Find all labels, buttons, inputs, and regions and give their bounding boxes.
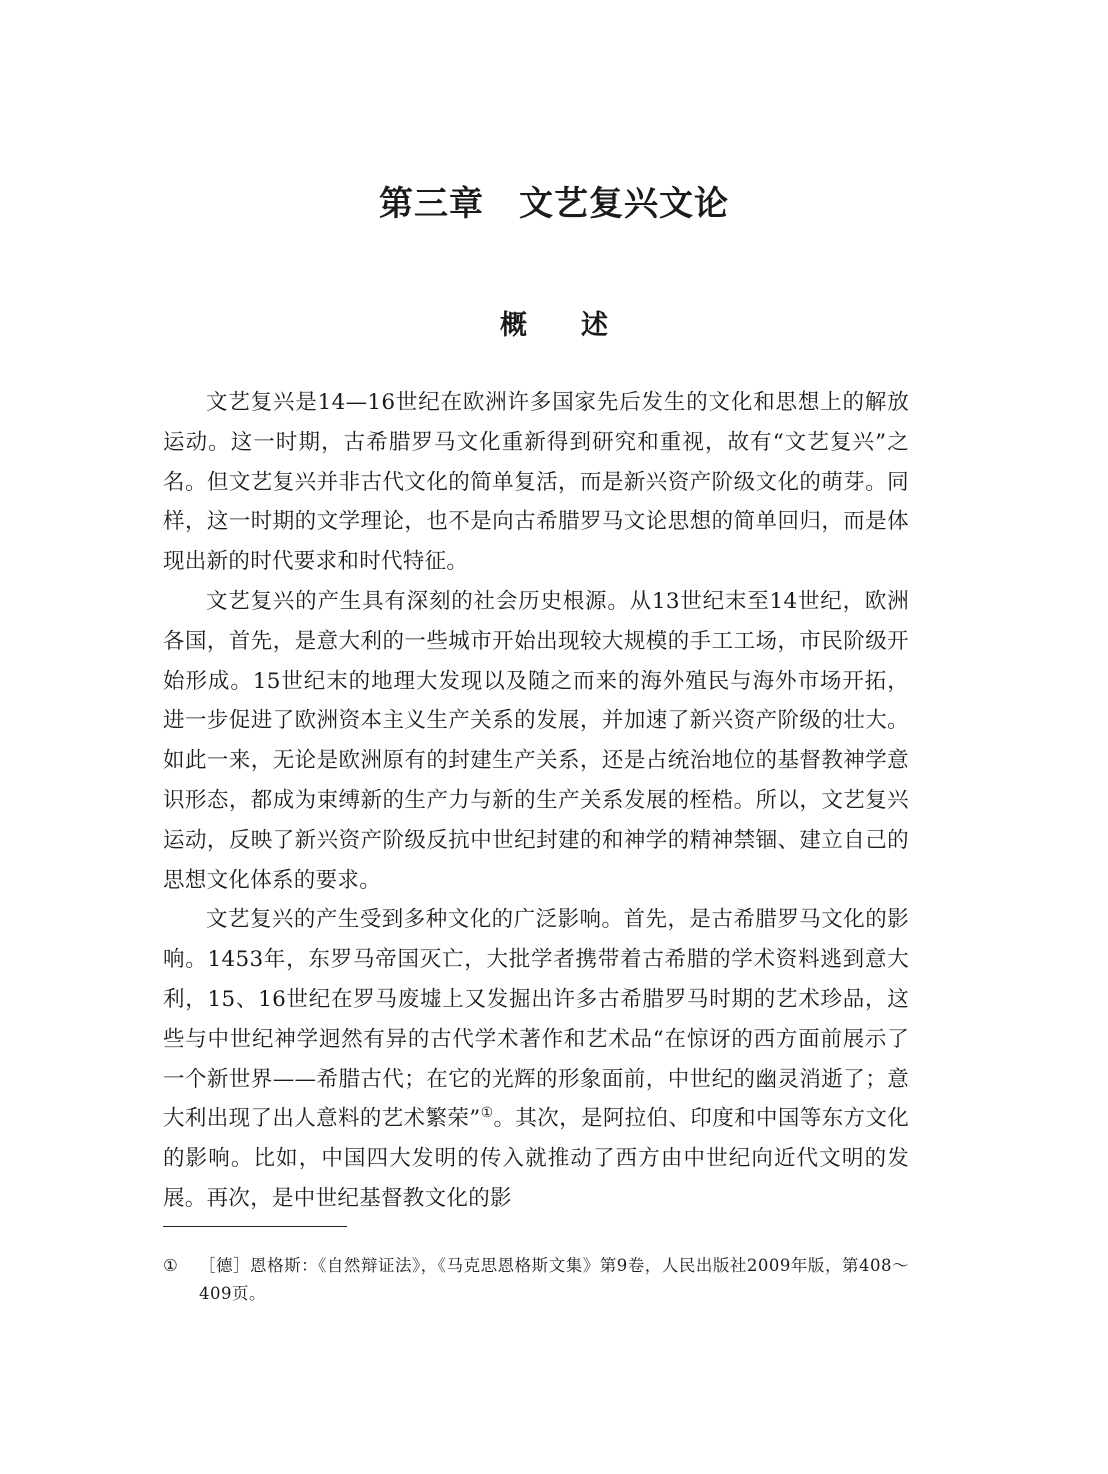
body-text	[163, 383, 909, 1219]
footnote	[163, 1252, 909, 1308]
footnote-reference: ①	[480, 1105, 494, 1122]
paragraph-3-text-after: 。其次，是阿拉伯、印度和中国等东方文化的影响。比如，中国四大发明的传入就推动了西方由中世纪向近代文明的发展。再次，是中世纪基督教文化的影	[163, 1106, 909, 1211]
footnote-text: ［德］恩格斯：《自然辩证法》，《马克思恩格斯文集》第9卷，人民出版社2009年版，第408～409页。	[199, 1256, 909, 1303]
paragraph-3	[163, 900, 909, 1218]
footnote-divider	[163, 1226, 347, 1227]
footnote-mark: ①	[163, 1256, 178, 1275]
paragraph-1: 文艺复兴是14—16世纪在欧洲许多国家先后发生的文化和思想上的解放运动。这一时期，古希腊罗马文化重新得到研究和重视，故有“文艺复兴”之名。但文艺复兴并非古代文化的简单复活，而是新兴资产阶级文化的萌芽。同样，这一时期的文学理论，也不是向古希腊罗马文论思想的简单回归，而是体现出新的时代要求和时代特征。	[163, 390, 909, 575]
paragraph-3-text-before: 文艺复兴的产生受到多种文化的广泛影响。首先，是古希腊罗马文化的影响。1453年，东罗马帝国灭亡，大批学者携带着古希腊的学术资料逃到意大利，15、16世纪在罗马废墟上又发掘出许多古希腊罗马时期的艺术珍品，这些与中世纪神学迥然有异的古代学术著作和艺术品“在惊讶的西方面前展示了一个新世界——希腊古代；在它的光辉的形象面前，中世纪的幽灵消逝了；意大利出现了出人意料的艺术繁荣”	[163, 907, 909, 1132]
chapter-title: 第三章 文艺复兴文论	[379, 184, 729, 224]
section-title: 概 述	[500, 310, 608, 341]
paragraph-2: 文艺复兴的产生具有深刻的社会历史根源。从13世纪末至14世纪，欧洲各国，首先，是意大利的一些城市开始出现较大规模的手工工场，市民阶级开始形成。15世纪末的地理大发现以及随之而来的海外殖民与海外市场开拓，进一步促进了欧洲资本主义生产关系的发展，并加速了新兴资产阶级的壮大。如此一来，无论是欧洲原有的封建生产关系，还是占统治地位的基督教神学意识形态，都成为束缚新的生产力与新的生产关系发展的桎梏。所以，文艺复兴运动，反映了新兴资产阶级反抗中世纪封建的和神学的精神禁锢、建立自己的思想文化体系的要求。	[163, 588, 909, 893]
